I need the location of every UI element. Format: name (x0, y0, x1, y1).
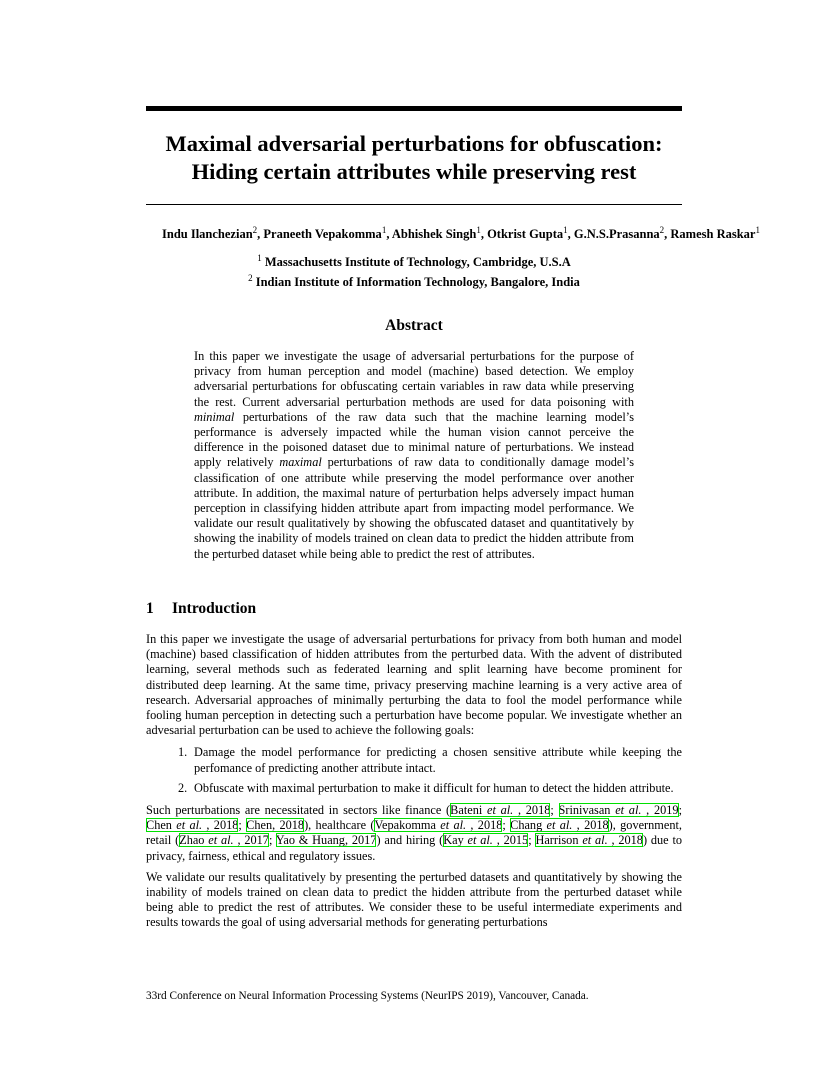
text-run: Such perturbations are necessitated in sectors like finance ( (146, 803, 451, 818)
citation-author: Srinivasan (558, 803, 616, 818)
author-separator: , (386, 227, 392, 242)
text-run: ), government, retail ( (146, 818, 682, 848)
goal-number: 2. (178, 780, 188, 795)
citation-link[interactable] (535, 833, 643, 847)
citation-link[interactable] (559, 803, 679, 817)
author-affiliation-mark: 1 (563, 225, 568, 235)
abstract-segment: perturbations of raw data to conditionally damage model’s classification of one attribute while preserving the model performance over another attribute. In addition, the maximal nature of perturbation helps adversely impact human perception in classifying hidden attribute apart from impacting model performance. We validate our result qualitatively by showing the obfuscated dataset and quantitatively by showing the inability of models trained on clean data to predict the hidden attribute from the perturbed dataset while being able to predict the rest of attributes. (194, 455, 635, 561)
citation-author: Chen (146, 818, 177, 833)
section-title: Introduction (172, 600, 257, 617)
goal-text: Damage the model performance for predicting a chosen sensitive attribute while keeping the perfomance of predicting another attribute intact. (194, 745, 682, 775)
author-separator: , (567, 227, 574, 242)
author-name: Ramesh Raskar (670, 227, 756, 242)
author-name: Otkrist Gupta (487, 227, 564, 242)
text-run: ; (268, 833, 276, 848)
citation-etal: et al. (546, 818, 573, 833)
citation-etal: et al. (208, 833, 234, 848)
section-heading (146, 600, 256, 618)
text-run: ) due to privacy, fairness, ethical and regulatory issues. (146, 833, 683, 863)
citation-author: Kay (443, 833, 468, 848)
abstract-emphasis: maximal (279, 455, 322, 470)
title-bottom-rule (146, 204, 682, 205)
author-name: G.N.S.Prasanna (573, 227, 660, 242)
intro-paragraph-2 (146, 803, 682, 864)
citation-etal: et al. (615, 803, 642, 818)
text-run: ), healthcare ( (304, 818, 375, 833)
affiliation-number: 2 (248, 273, 253, 284)
citation-etal: et al. (467, 833, 493, 848)
title-line-2: Hiding certain attributes while preserving rest (191, 159, 637, 184)
goal-item (146, 781, 682, 796)
citation-year: , 2017 (233, 833, 269, 848)
citation-etal: et al. (176, 818, 203, 833)
text-run: ; (678, 803, 682, 818)
citation-link[interactable] (443, 833, 528, 847)
title-top-rule (146, 106, 682, 111)
affiliation-name: Massachusetts Institute of Technology, Cambridge, U.S.A (264, 255, 571, 270)
intro-paragraph-1: In this paper we investigate the usage of adversarial perturbations for privacy from both human and model (machine) based classification of hidden attributes from the perturbed data. With the advent of distributed learning, several methods such as federated learning and split learning have become prominent for distributed deep learning. At the same time, privacy preserving machine learning is a very active area of research. Adversarial approaches of minimally perturbing the data to fool the model performance while fooling human perception in detecting such a perturbation have become popular. We investigate whether an advesarial perturbation can be used to achieve the following goals: (146, 632, 682, 738)
citation-link[interactable]: Yao & Huang, 2017 (275, 833, 377, 848)
abstract-segment: In this paper we investigate the usage of adversarial perturbations for the purpose of privacy from human perception and model (machine) based detection. We employ adversarial perturbations for obfuscating certain variables in raw data while preserving the rest. Current adversarial perturbation methods are used for data poisoning with (194, 349, 634, 409)
citation-author: Vepakomma (374, 818, 441, 833)
text-run: ; (528, 833, 536, 848)
intro-paragraph-3: We validate our results qualitatively by presenting the perturbed datasets and quantitatively by showing the inability of models trained on clean data to predict the hidden attribute from the perturbed dataset while being able to predict the rest of attributes. We consider these to be useful intermediate experiments and results towards the goal of using adversarial methods for generating perturbations (146, 869, 682, 930)
text-run: ) and hiring ( (376, 833, 444, 848)
conference-footer: 33rd Conference on Neural Information Processing Systems (NeurIPS 2019), Vancouver, Canada. (146, 990, 589, 1002)
abstract-segment: perturbations of the raw data such that the machine learning model’s performance is adversely impacted while the human vision cannot perceive the difference in the poisoned dataset due to minimal nature of perturbations. We instead apply relatively (194, 409, 634, 470)
affiliation-name: Indian Institute of Information Technology, Bangalore, India (255, 275, 580, 290)
paper-title (146, 130, 682, 186)
citation-author: Bateni (450, 803, 487, 818)
abstract-text (194, 349, 634, 562)
citation-author: Harrison (535, 833, 583, 848)
citation-year: , 2015 (492, 833, 529, 848)
citation-etal: et al. (582, 833, 608, 848)
affiliation (146, 250, 682, 270)
author-name: Praneeth Vepakomma (263, 227, 382, 242)
citation-etal: et al. (486, 803, 514, 818)
author-name: Indu Ilanchezian (162, 227, 253, 242)
text-run: ; (238, 818, 247, 833)
author-separator: , (257, 227, 264, 242)
author-affiliation-mark: 1 (755, 225, 760, 235)
citation-year: , 2018 (513, 803, 551, 818)
goal-item (146, 745, 682, 775)
author-name: Abhishek Singh (391, 227, 477, 242)
affiliation-list (146, 250, 682, 290)
author-separator: , (664, 227, 671, 242)
citation-year: , 2018 (607, 833, 643, 848)
citation-link[interactable] (146, 818, 238, 832)
citation-link[interactable] (510, 818, 609, 832)
citation-link[interactable] (374, 818, 502, 832)
citation-author: Zhao (179, 833, 209, 848)
citation-year: , 2018 (202, 818, 239, 833)
abstract-heading: Abstract (385, 317, 443, 334)
citation-link[interactable]: Chen, 2018 (246, 818, 305, 833)
section-number: 1 (146, 600, 154, 617)
goal-text: Obfuscate with maximal perturbation to make it difficult for human to detect the hidden attribute. (194, 780, 674, 795)
affiliation (146, 270, 682, 290)
citation-link[interactable] (179, 833, 269, 847)
affiliation-number: 1 (257, 253, 262, 263)
citation-etal: et al. (440, 818, 467, 833)
title-line-1: Maximal adversarial perturbations for obfuscation: (165, 131, 663, 156)
introduction-body (146, 632, 682, 931)
citation-year: , 2018 (572, 818, 609, 833)
text-run: ; (550, 803, 559, 818)
author-affiliation-mark: 2 (252, 225, 258, 235)
goals-list (146, 745, 682, 796)
citation-author: Chang (510, 818, 547, 833)
text-run: ; (502, 818, 511, 833)
author-affiliation-mark: 1 (476, 225, 481, 235)
abstract-emphasis: minimal (194, 409, 235, 424)
citation-year: , 2019 (641, 803, 679, 818)
author-affiliation-mark: 1 (381, 225, 387, 235)
author-affiliation-mark: 2 (659, 225, 665, 235)
author-separator: , (480, 227, 488, 242)
author-list (146, 222, 776, 242)
goal-number: 1. (178, 745, 188, 760)
citation-link[interactable] (450, 803, 550, 817)
citation-year: , 2018 (466, 818, 503, 833)
